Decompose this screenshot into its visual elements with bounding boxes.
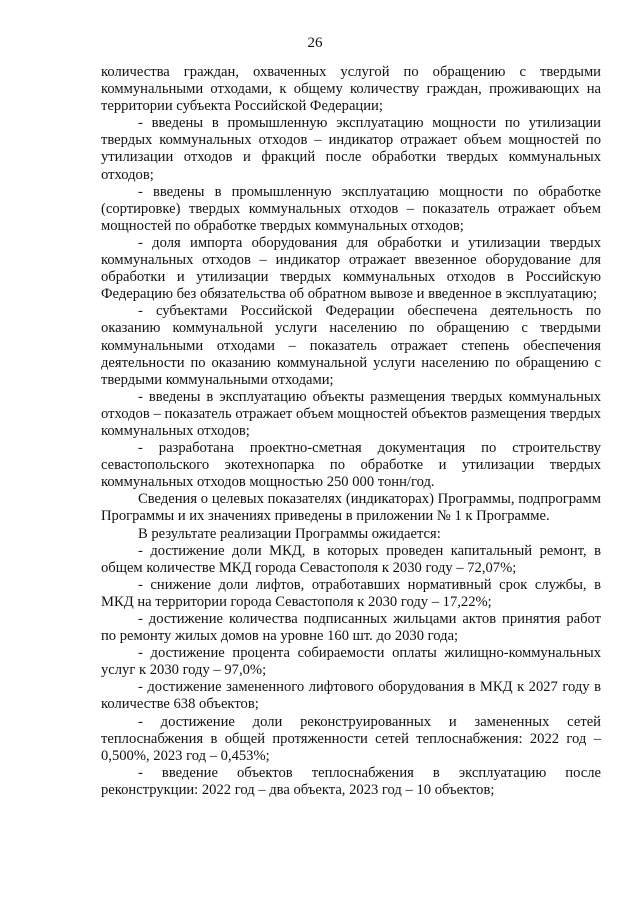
paragraph: - субъектами Российской Федерации обеспечена деятельность по оказанию коммунальной услуги населению по обращению с твердыми коммунальными отходами – показатель отражает степень обеспечения деятельности по оказанию коммунальной услуги населению по обращению с твердыми коммунальными отходами;	[101, 303, 601, 388]
paragraph: - достижение количества подписанных жильцами актов принятия работ по ремонту жилых домов на уровне 160 шт. до 2030 года;	[101, 611, 601, 645]
paragraph: - введение объектов теплоснабжения в эксплуатацию после реконструкции: 2022 год – два объекта, 2023 год – 10 объектов;	[101, 764, 601, 798]
paragraph: - введены в промышленную эксплуатацию мощности по утилизации твердых коммунальных отходов – индикатор отражает объем мощностей по утилизации отходов и фракций после обработки твердых коммунальных отходов;	[101, 115, 601, 183]
paragraph: количества граждан, охваченных услугой по обращению с твердыми коммунальными отходами, к общему количеству граждан, проживающих на территории субъекта Российской Федерации;	[101, 64, 601, 115]
document-body	[101, 64, 601, 799]
paragraph: - достижение доли реконструированных и замененных сетей теплоснабжения в общей протяженности сетей теплоснабжения: 2022 год – 0,500%, 2023 год – 0,453%;	[101, 713, 601, 764]
paragraph: - разработана проектно-сметная документация по строительству севастопольского экотехнопарка по обработке и утилизации твердых коммунальных отходов мощностью 250 000 тонн/год.	[101, 440, 601, 491]
paragraph: - достижение доли МКД, в которых проведен капитальный ремонт, в общем количестве МКД города Севастополя к 2030 году – 72,07%;	[101, 542, 601, 576]
paragraph: - снижение доли лифтов, отработавших нормативный срок службы, в МКД на территории города Севастополя к 2030 году – 17,22%;	[101, 576, 601, 610]
paragraph: - достижение процента собираемости оплаты жилищно-коммунальных услуг к 2030 году – 97,0%;	[101, 645, 601, 679]
paragraph: - введены в промышленную эксплуатацию мощности по обработке (сортировке) твердых коммунальных отходов – показатель отражает объем мощностей по обработке твердых коммунальных отходов;	[101, 183, 601, 234]
paragraph: Сведения о целевых показателях (индикаторах) Программы, подпрограмм Программы и их значениях приведены в приложении № 1 к Программе.	[101, 491, 601, 525]
paragraph: - введены в эксплуатацию объекты размещения твердых коммунальных отходов – показатель отражает объем мощностей объектов размещения твердых коммунальных отходов;	[101, 388, 601, 439]
paragraph: В результате реализации Программы ожидается:	[138, 525, 441, 542]
page-number: 26	[307, 35, 323, 51]
paragraph: - доля импорта оборудования для обработки и утилизации твердых коммунальных отходов – индикатор отражает ввезенное оборудование для обработки и утилизации твердых коммунальных отходов в Российскую Федерацию без обязательства об обратном вывозе и введенное в эксплуатацию;	[101, 234, 601, 303]
paragraph: - достижение замененного лифтового оборудования в МКД к 2027 году в количестве 638 объектов;	[101, 679, 601, 713]
